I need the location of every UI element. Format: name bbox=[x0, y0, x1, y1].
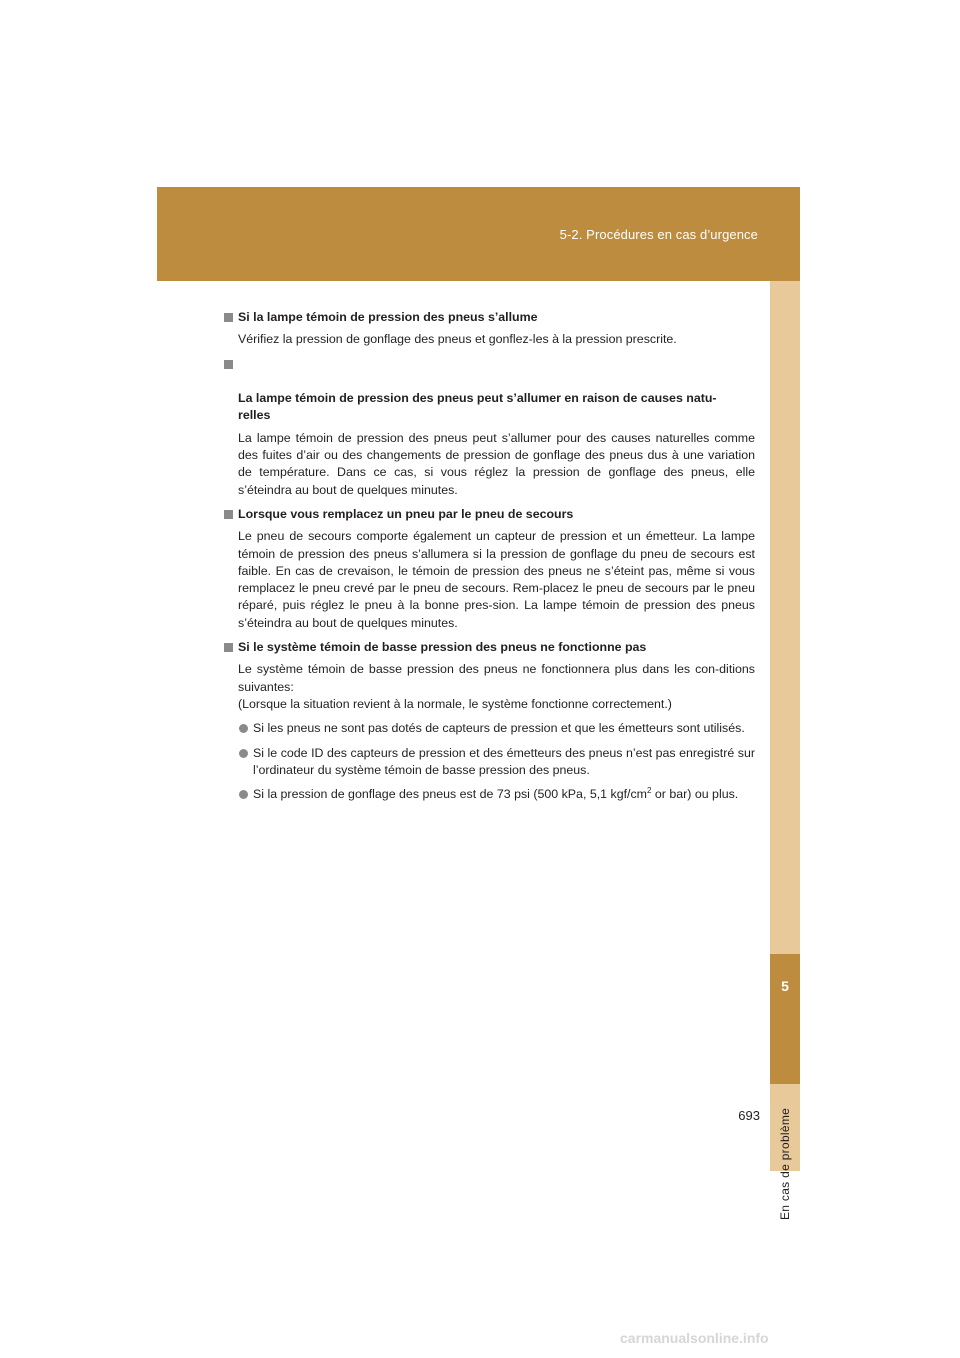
superscript: 2 bbox=[647, 786, 652, 795]
conditions-list bbox=[221, 720, 755, 803]
section-spare-tire bbox=[221, 506, 755, 632]
square-bullet-icon bbox=[224, 360, 233, 369]
section-heading-text: Si le système témoin de basse pression des pneus ne fonctionne pas bbox=[238, 640, 647, 655]
section-heading-text: Lorsque vous remplacez un pneu par le pneu de secours bbox=[238, 506, 574, 521]
list-item-text-before: Si la pression de gonflage des pneus est de 73 psi (500 kPa, 5,1 kgf/cm bbox=[253, 787, 647, 802]
list-item-text: Si le code ID des capteurs de pression et des émetteurs des pneus n’est pas enregistré sur l’ordinateur du système témoin de basse pression des pneus. bbox=[253, 745, 755, 777]
section-body: Le système témoin de basse pression des pneus ne fonctionnera plus dans les con-ditions suivantes: (Lorsque la situation revient à la normale, le système fonctionne correctement.) bbox=[238, 662, 755, 711]
circle-bullet-icon bbox=[239, 790, 248, 799]
section-warning-light-on bbox=[221, 309, 755, 349]
chapter-side-tab bbox=[770, 281, 800, 1220]
section-system-not-working bbox=[221, 639, 755, 803]
square-bullet-icon bbox=[224, 313, 233, 322]
section-heading bbox=[221, 309, 755, 326]
list-item bbox=[238, 745, 755, 780]
section-body: Le pneu de secours comporte également un capteur de pression et un émetteur. La lampe témoin de pression des pneus s’allumera si la pression de gonflage du pneu de secours est faible. En cas de crevaison, le témoin de pression des pneus ne s’éteint pas, même si vous remplacez le pneu crevé par le pneu de secours. Rem-placez le pneu de secours par le pneu réparé, puis réglez le pneu à la bonne pres-sion. La lampe témoin de pression des pneus s’éteindra au bout de quelques minutes. bbox=[238, 529, 755, 630]
page-number: 693 bbox=[738, 1108, 760, 1123]
square-bullet-icon bbox=[224, 643, 233, 652]
square-bullet-icon bbox=[224, 510, 233, 519]
section-heading-text: Si la lampe témoin de pression des pneus s’allume bbox=[238, 310, 538, 324]
page-content bbox=[221, 309, 755, 810]
section-body: La lampe témoin de pression des pneus peut s’allumer pour des causes naturelles comme des fuites d’air ou des changements de pression de gonflage des pneus dus à une variation de température. Dans ce cas, si vous réglez la pression de gonflage des pneus, elle s’éteindra au bout de quelques minutes. bbox=[238, 430, 755, 497]
section-body: Vérifiez la pression de gonflage des pneus et gonflez-les à la pression prescrite. bbox=[238, 332, 677, 347]
watermark: carmanualsonline.info bbox=[620, 1330, 769, 1346]
list-item bbox=[238, 720, 755, 737]
circle-bullet-icon bbox=[239, 724, 248, 733]
chapter-number: 5 bbox=[781, 978, 789, 994]
list-item bbox=[238, 786, 755, 803]
chapter-header-band bbox=[157, 187, 800, 281]
section-heading bbox=[221, 356, 755, 425]
chapter-title: En cas de problème bbox=[778, 1107, 792, 1220]
section-heading-text: La lampe témoin de pression des pneus peut s’allumer en raison de causes natu- relles bbox=[238, 391, 717, 423]
section-heading bbox=[221, 506, 755, 523]
section-title: 5-2. Procédures en cas d’urgence bbox=[559, 227, 758, 242]
circle-bullet-icon bbox=[239, 749, 248, 758]
section-heading bbox=[221, 639, 755, 656]
list-item-text-after: or bar) ou plus. bbox=[651, 787, 739, 802]
list-item-text: Si les pneus ne sont pas dotés de capteurs de pression et que les émetteurs sont utilisés. bbox=[253, 721, 745, 736]
chapter-number-box bbox=[770, 954, 800, 1084]
section-natural-causes bbox=[221, 356, 755, 499]
